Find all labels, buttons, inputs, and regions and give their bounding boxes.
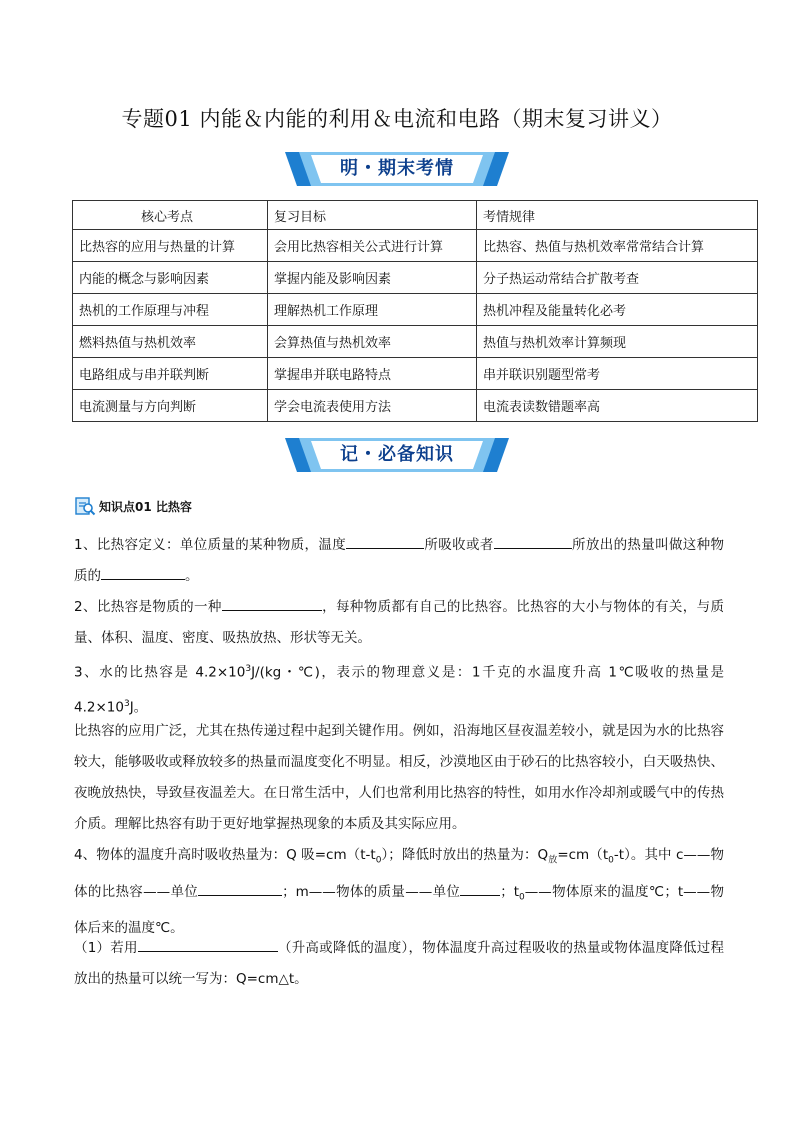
- table-cell: 热值与热机效率计算频现: [477, 326, 758, 358]
- table-row: [73, 262, 758, 294]
- table-cell: 理解热机工作原理: [268, 294, 477, 326]
- table-cell: 电流测量与方向判断: [73, 390, 268, 422]
- table-cell: 燃料热值与热机效率: [73, 326, 268, 358]
- paragraph-application: 比热容的应用广泛，尤其在热传递过程中起到关键作用。例如，沿海地区昼夜温差较小，就是因为水的比热容较大，能够吸收或释放较多的热量而温度变化不明显。相反，沙漠地区由于砂石的比热容较小，白天吸热快、夜晚放热快，导致昼夜温差大。在日常生活中，人们也常利用比热容的特性，如用水作冷却剂或暖气中的传热介质。理解比热容有助于更好地掌握热现象的本质及其实际应用。: [74, 723, 724, 832]
- fill-blank: [222, 596, 322, 611]
- banner-title: 记・必备知识: [340, 444, 454, 465]
- table-row: [73, 358, 758, 390]
- table-cell: 分子热运动常结合扩散考查: [477, 262, 758, 294]
- table-cell: 电流表读数错题率高: [477, 390, 758, 422]
- table-header-cell: 考情规律: [477, 201, 758, 230]
- paragraph-property: 2、比热容是物质的一种 ，每种物质都有自己的比热容。比热容的大小与物体的有关，与质量、体积、温度、密度、吸热放热、形状等无关。: [74, 592, 724, 654]
- paragraph-definition: 1、比热容定义：单位质量的某种物质，温度 所吸收或者 所放出的热量叫做这种物质的 。: [74, 530, 724, 592]
- page-title: 专题01 内能＆内能的利用＆电流和电路（期末复习讲义）: [121, 107, 673, 131]
- table-cell: 热机的工作原理与冲程: [73, 294, 268, 326]
- table-cell: 会算热值与热机效率: [268, 326, 477, 358]
- exam-overview-table: [72, 200, 758, 422]
- section-banner-knowledge: [285, 434, 509, 476]
- table-row: [73, 230, 758, 262]
- table-cell: 比热容的应用与热量的计算: [73, 230, 268, 262]
- table-header-row: [73, 201, 758, 230]
- fill-blank: [101, 565, 185, 580]
- knowledge-point-label: 知识点01 比热容: [99, 499, 192, 514]
- paragraph-water: 3、水的比热容是 $4.2\times 10^3J/(kg$・℃)，表示的物理意义是：1千克的水温度升高 1℃吸收的热量是 $4.2\times 10^3J$。: [74, 664, 724, 715]
- table-cell: 会用比热容相关公式进行计算: [268, 230, 477, 262]
- table-cell: 串并联识别题型常考: [477, 358, 758, 390]
- fill-blank: [138, 937, 278, 952]
- table-row: [73, 294, 758, 326]
- paragraph-formula: 4、物体的温度升高时吸收热量为：Q 吸$=cm(t-t_0)$；降低时放出的热量为：$Q_放=cm(t_0-t)$。其中 c——物体的比热容——单位 ；m——物体的质量——单位 ；$t_0——$物体原来的温度℃；t——物体后来的温度℃。: [74, 847, 724, 937]
- table-cell: 热机冲程及能量转化必考: [477, 294, 758, 326]
- magnifier-document-icon: [74, 495, 96, 517]
- table-cell: 掌握串并联电路特点: [268, 358, 477, 390]
- table-cell: 内能的概念与影响因素: [73, 262, 268, 294]
- table-row: [73, 326, 758, 358]
- paragraph-unified-formula: （1）若用 （升高或降低的温度），物体温度升高过程吸收的热量或物体温度降低过程放出的热量可以统一写为：Q=cm△t。: [74, 933, 724, 995]
- table-cell: 学会电流表使用方法: [268, 390, 477, 422]
- table-cell: 掌握内能及影响因素: [268, 262, 477, 294]
- fill-blank: [346, 534, 424, 549]
- fill-blank: [494, 534, 572, 549]
- table-row: [73, 390, 758, 422]
- table-header-cell: 核心考点: [73, 201, 268, 230]
- table-cell: 比热容、热值与热机效率常常结合计算: [477, 230, 758, 262]
- knowledge-point-heading: [74, 494, 192, 518]
- fill-blank: [460, 881, 500, 896]
- banner-title: 明・期末考情: [340, 158, 454, 179]
- table-cell: 电路组成与串并联判断: [73, 358, 268, 390]
- section-banner-exam: [285, 148, 509, 190]
- table-header-cell: 复习目标: [268, 201, 477, 230]
- fill-blank: [198, 881, 282, 896]
